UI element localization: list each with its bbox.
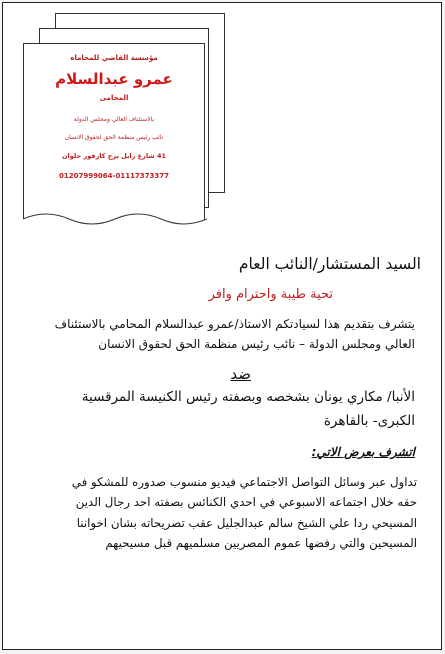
letterhead-firm: مؤسسة القاضي للمحاماه xyxy=(70,54,158,62)
letterhead-stack xyxy=(23,13,243,243)
letterhead-front-sheet xyxy=(23,43,205,233)
letterhead-qualification: بالاستئناف العالي ومجلس الدولة xyxy=(73,116,155,123)
letterhead-address: 41 شارع رابل برج كارفور حلوان xyxy=(62,152,166,160)
intro-line-2: العالي ومجلس الدولة – نائب رئيس منظمة الحق لحقوق الانسان xyxy=(98,337,415,351)
body-line-1: تداول عبر وسائل التواصل الاجتماعي فيديو منسوب صدوره للمشكو في xyxy=(71,475,417,489)
defendant-line-1: الأنبا/ مكاري يونان بشخصه وبصفته رئيس الكنيسة المرقسية xyxy=(81,389,415,405)
intro-line-1: يتشرف بتقديم هذا لسيادتكم الاستاذ/عمرو عبدالسلام المحامي بالاستئناف xyxy=(54,317,415,331)
letterhead-phones: 01207999064-01117373377 xyxy=(58,172,170,180)
body-line-2: حقه خلال اجتماعه الاسبوعي في احدي الكنائس بصفته احد رجال الدين xyxy=(75,495,417,509)
document-page xyxy=(2,2,442,650)
addressee: السيد المستشار/النائب العام xyxy=(238,255,421,273)
wavy-edge-icon xyxy=(23,209,207,233)
greeting: تحية طيبة واحترام وافر xyxy=(208,287,333,302)
against-label: ضد xyxy=(230,365,251,383)
letterhead-position: نائب رئيس منظمة الحق لحقوق الانسان xyxy=(64,134,164,141)
section-heading: اتشرف بعرض الاتي: xyxy=(311,445,415,459)
letterhead-title: المحامى xyxy=(99,94,129,102)
body-line-3: المسيحي ردا علي الشيخ سالم عبدالجليل عقب تصريحاته بشان اخواننا xyxy=(76,516,417,530)
body-line-4: المسيحين والتي رفضها عموم المصريين مسلميهم قبل مسيحيهم xyxy=(105,536,417,550)
letterhead-name: عمرو عبدالسلام xyxy=(55,70,173,88)
defendant-line-2: الكبرى- بالقاهرة xyxy=(323,413,415,429)
